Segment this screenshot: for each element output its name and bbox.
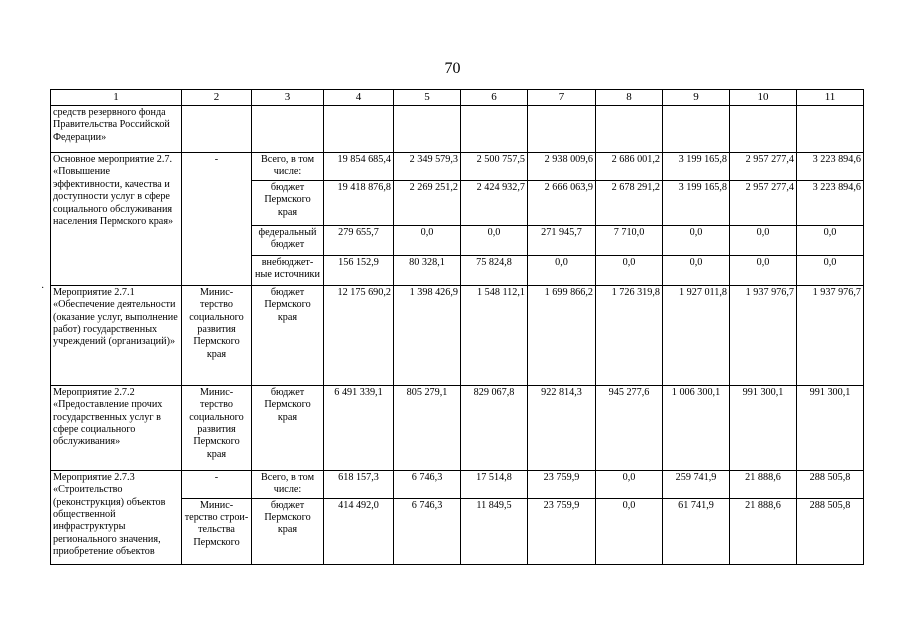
- header-cell: 2: [182, 90, 252, 106]
- value-cell: 1 937 976,7: [797, 285, 864, 385]
- header-cell: 9: [663, 90, 730, 106]
- table-row: [51, 153, 864, 181]
- budget-table: [50, 89, 864, 565]
- value-cell: 7 710,0: [596, 225, 663, 255]
- value-cell: 1 548 112,1: [461, 285, 528, 385]
- header-cell: 4: [324, 90, 394, 106]
- value-cell: 1 398 426,9: [394, 285, 461, 385]
- header-cell: 6: [461, 90, 528, 106]
- value-cell: 23 759,9: [528, 498, 596, 564]
- value-cell: 3 199 165,8: [663, 180, 730, 225]
- value-cell: 0,0: [394, 225, 461, 255]
- value-cell: 75 824,8: [461, 255, 528, 285]
- header-cell: 11: [797, 90, 864, 106]
- value-cell: 2 269 251,2: [394, 180, 461, 225]
- empty-cell: [528, 106, 596, 153]
- executor-cell: Минис-терство строи-тельства Пермского: [182, 498, 252, 564]
- value-cell: 2 349 579,3: [394, 153, 461, 181]
- value-cell: 288 505,8: [797, 470, 864, 498]
- table-row: [51, 385, 864, 470]
- value-cell: 829 067,8: [461, 385, 528, 470]
- executor-cell: Минис-терство социального развития Пермского края: [182, 285, 252, 385]
- activity-name-cell: Мероприятие 2.7.1 «Обеспечение деятельности (оказание услуг, выполнение работ) государственных учреждений (организаций)»: [51, 285, 182, 385]
- value-cell: 618 157,3: [324, 470, 394, 498]
- value-cell: 1 006 300,1: [663, 385, 730, 470]
- source-cell: внебюджет-ные источники: [252, 255, 324, 285]
- activity-name-cell: Мероприятие 2.7.3 «Строительство (реконструкция) объектов общественной инфраструктуры регионального значения, приобретение объектов: [51, 470, 182, 564]
- value-cell: 2 957 277,4: [730, 153, 797, 181]
- table-row: [51, 470, 864, 498]
- value-cell: 805 279,1: [394, 385, 461, 470]
- table-row: [51, 106, 864, 153]
- value-cell: 17 514,8: [461, 470, 528, 498]
- source-cell: бюджет Пермского края: [252, 385, 324, 470]
- header-cell: 7: [528, 90, 596, 106]
- value-cell: 0,0: [528, 255, 596, 285]
- value-cell: 279 655,7: [324, 225, 394, 255]
- source-cell: бюджет Пермского края: [252, 180, 324, 225]
- source-cell: бюджет Пермского края: [252, 285, 324, 385]
- value-cell: 0,0: [730, 255, 797, 285]
- executor-cell: -: [182, 470, 252, 498]
- value-cell: 61 741,9: [663, 498, 730, 564]
- value-cell: 2 957 277,4: [730, 180, 797, 225]
- value-cell: 19 854 685,4: [324, 153, 394, 181]
- value-cell: 3 199 165,8: [663, 153, 730, 181]
- header-cell: 3: [252, 90, 324, 106]
- value-cell: 23 759,9: [528, 470, 596, 498]
- value-cell: 271 945,7: [528, 225, 596, 255]
- value-cell: 19 418 876,8: [324, 180, 394, 225]
- header-cell: 1: [51, 90, 182, 106]
- executor-cell: -: [182, 153, 252, 286]
- value-cell: 0,0: [663, 255, 730, 285]
- table-row: [51, 285, 864, 385]
- value-cell: 6 746,3: [394, 498, 461, 564]
- value-cell: 3 223 894,6: [797, 180, 864, 225]
- value-cell: 0,0: [797, 225, 864, 255]
- empty-cell: [730, 106, 797, 153]
- value-cell: 2 686 001,2: [596, 153, 663, 181]
- page-number: 70: [444, 60, 461, 77]
- source-cell: Всего, в том числе:: [252, 153, 324, 181]
- value-cell: 11 849,5: [461, 498, 528, 564]
- value-cell: 2 424 932,7: [461, 180, 528, 225]
- activity-name-cell: Мероприятие 2.7.2 «Предоставление прочих государственных услуг в сфере социального обслуживания»: [51, 385, 182, 470]
- value-cell: 1 726 319,8: [596, 285, 663, 385]
- value-cell: 991 300,1: [797, 385, 864, 470]
- value-cell: 1 699 866,2: [528, 285, 596, 385]
- value-cell: 3 223 894,6: [797, 153, 864, 181]
- executor-cell: Минис-терство социального развития Пермского края: [182, 385, 252, 470]
- value-cell: 6 746,3: [394, 470, 461, 498]
- value-cell: 1 927 011,8: [663, 285, 730, 385]
- value-cell: 0,0: [596, 498, 663, 564]
- source-cell: федеральный бюджет: [252, 225, 324, 255]
- value-cell: 0,0: [596, 470, 663, 498]
- value-cell: 2 666 063,9: [528, 180, 596, 225]
- scan-mark: ·: [41, 283, 45, 294]
- empty-cell: [182, 106, 252, 153]
- value-cell: 2 938 009,6: [528, 153, 596, 181]
- empty-cell: [663, 106, 730, 153]
- value-cell: 288 505,8: [797, 498, 864, 564]
- source-cell: Всего, в том числе:: [252, 470, 324, 498]
- table-header-row: [51, 90, 864, 106]
- value-cell: 0,0: [730, 225, 797, 255]
- activity-name-cell: Основное мероприятие 2.7. «Повышение эффективности, качества и доступности услуг в сфере социального обслуживания населения Пермского края»: [51, 153, 182, 286]
- header-cell: 5: [394, 90, 461, 106]
- value-cell: 21 888,6: [730, 498, 797, 564]
- empty-cell: [461, 106, 528, 153]
- value-cell: 156 152,9: [324, 255, 394, 285]
- value-cell: 2 678 291,2: [596, 180, 663, 225]
- value-cell: 2 500 757,5: [461, 153, 528, 181]
- header-cell: 8: [596, 90, 663, 106]
- value-cell: 259 741,9: [663, 470, 730, 498]
- empty-cell: [324, 106, 394, 153]
- value-cell: 991 300,1: [730, 385, 797, 470]
- value-cell: 80 328,1: [394, 255, 461, 285]
- value-cell: 6 491 339,1: [324, 385, 394, 470]
- value-cell: 12 175 690,2: [324, 285, 394, 385]
- value-cell: 0,0: [461, 225, 528, 255]
- activity-name-cell: средств резервного фонда Правительства Российской Федерации»: [51, 106, 182, 153]
- value-cell: 21 888,6: [730, 470, 797, 498]
- value-cell: 1 937 976,7: [730, 285, 797, 385]
- value-cell: 922 814,3: [528, 385, 596, 470]
- value-cell: 0,0: [797, 255, 864, 285]
- source-cell: бюджет Пермского края: [252, 498, 324, 564]
- empty-cell: [252, 106, 324, 153]
- value-cell: 945 277,6: [596, 385, 663, 470]
- value-cell: 0,0: [663, 225, 730, 255]
- header-cell: 10: [730, 90, 797, 106]
- empty-cell: [394, 106, 461, 153]
- empty-cell: [596, 106, 663, 153]
- value-cell: 0,0: [596, 255, 663, 285]
- empty-cell: [797, 106, 864, 153]
- value-cell: 414 492,0: [324, 498, 394, 564]
